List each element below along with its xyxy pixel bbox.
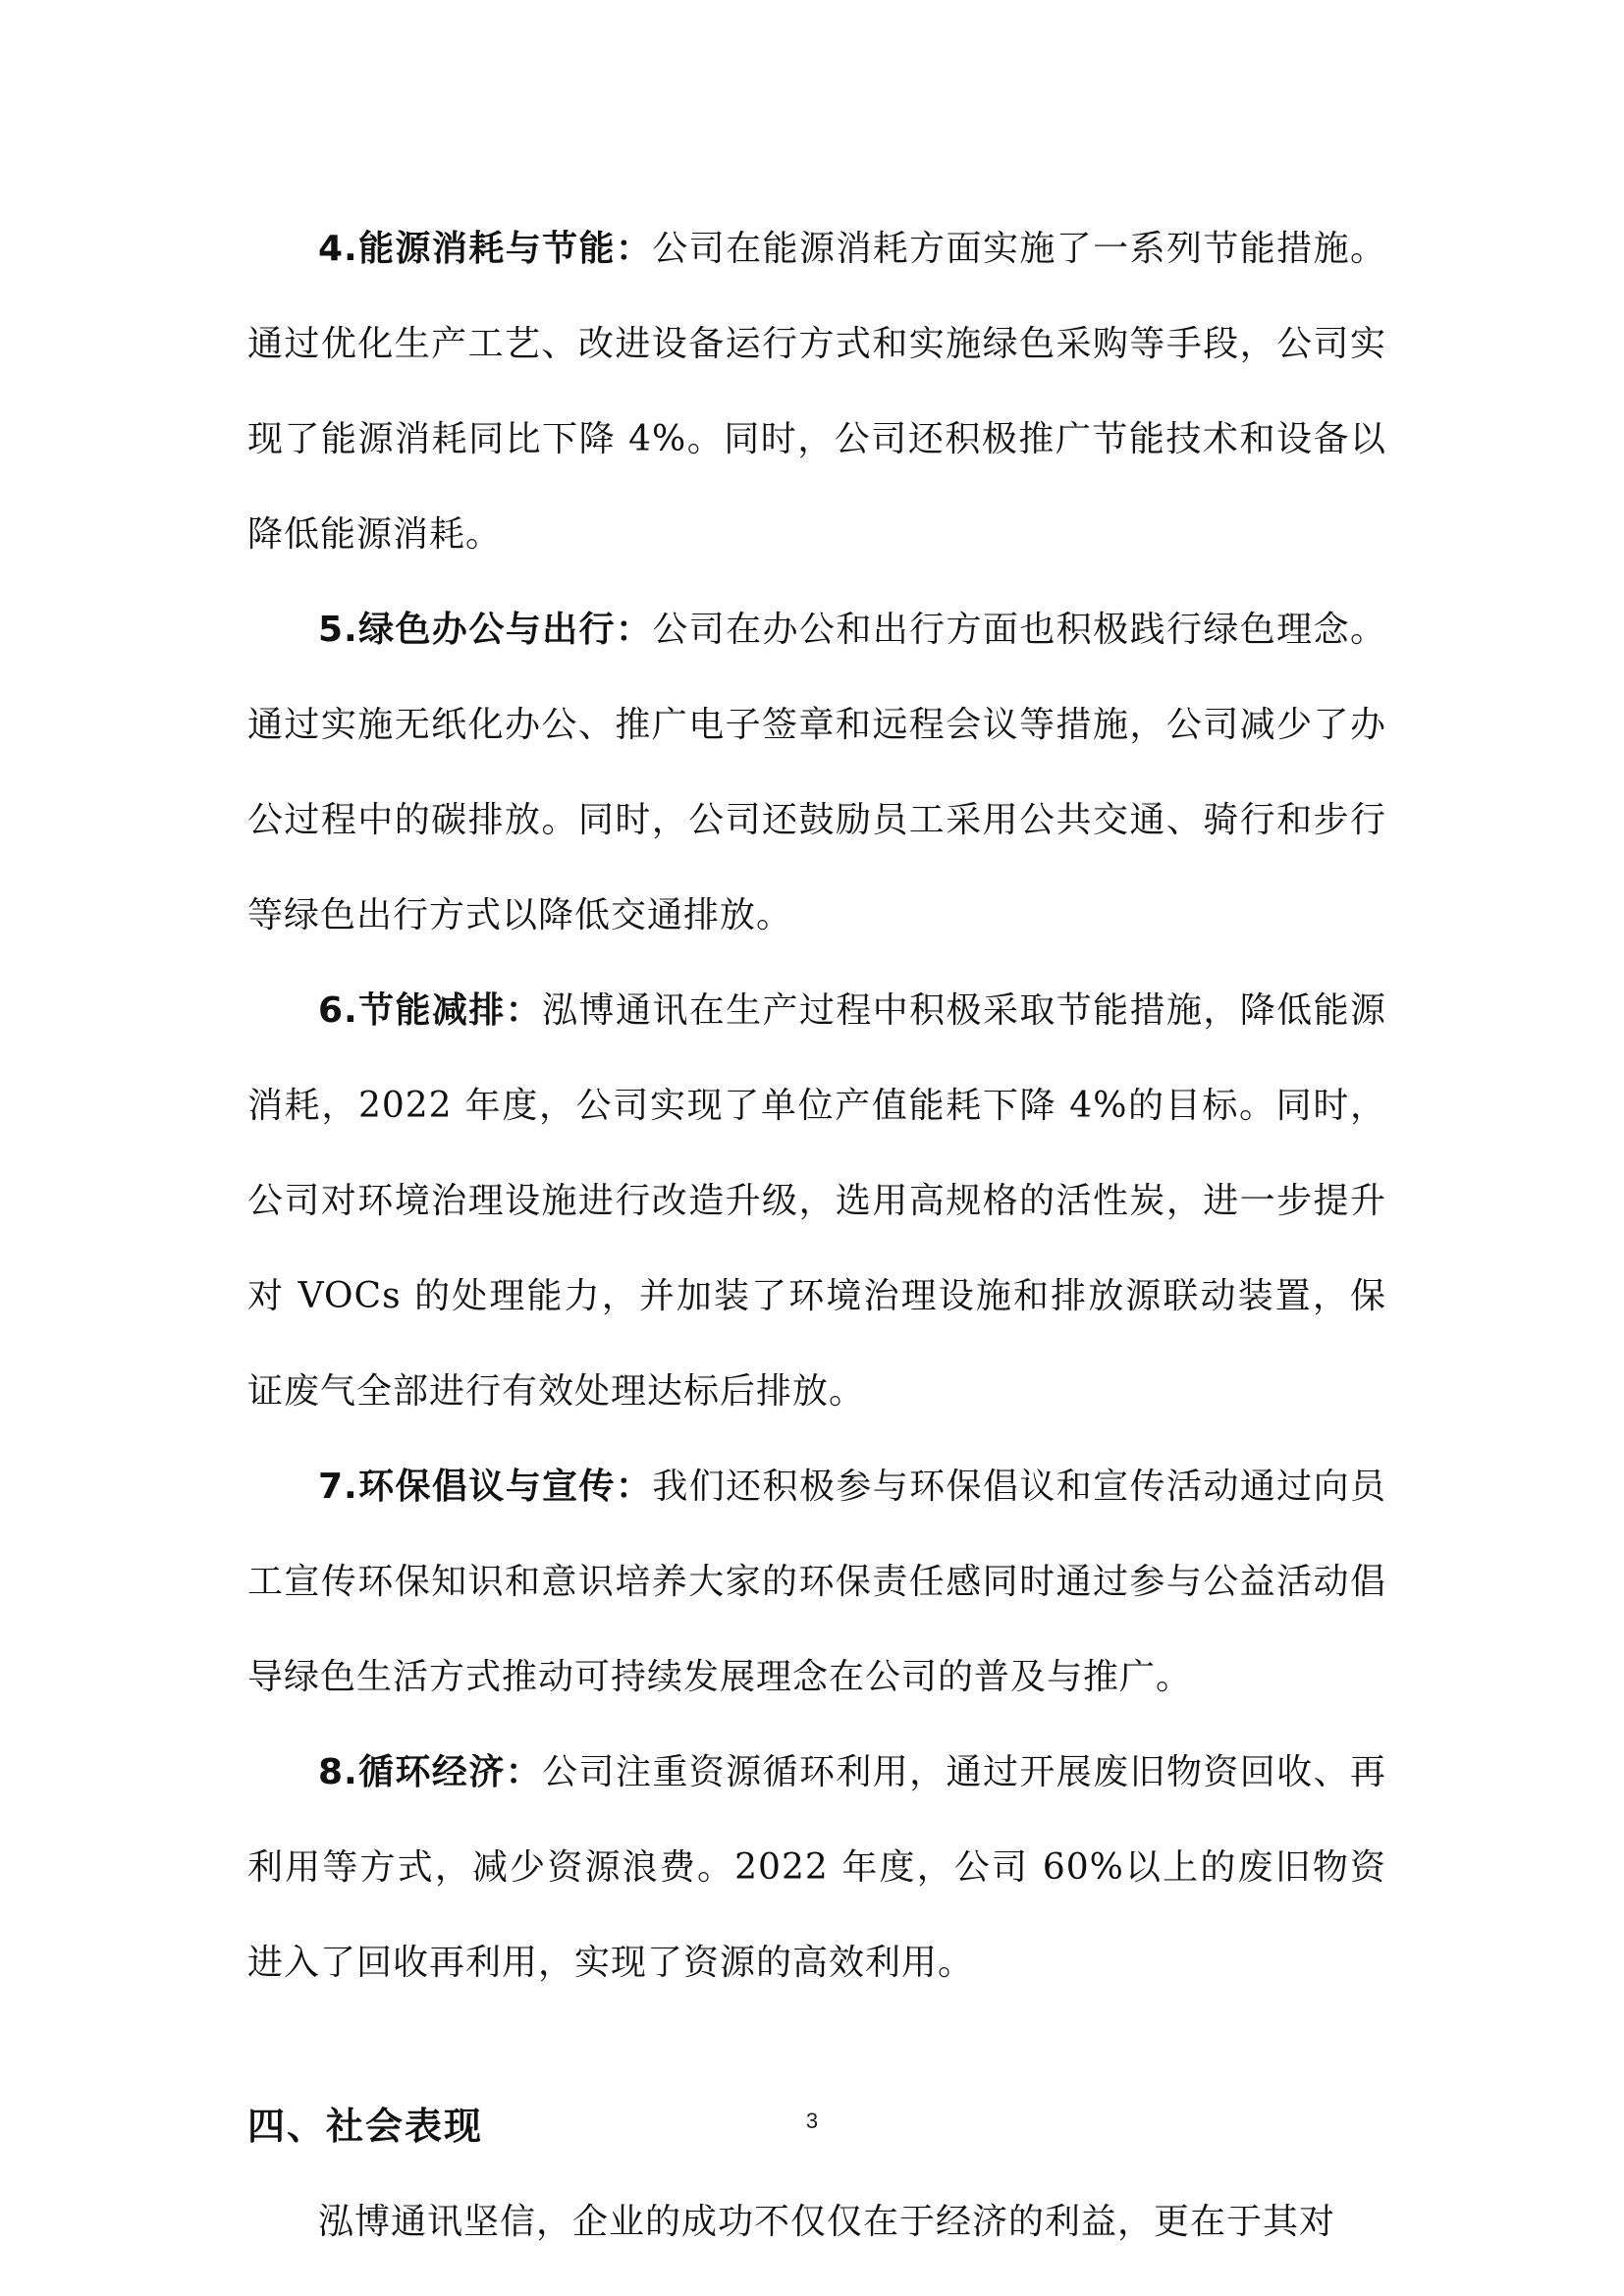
paragraph-text: 我们还积极参与环保倡议和宣传活动通过向员工宣传环保知识和意识培养大家的环保责任感同时通过参与公益活动倡导绿色生活方式推动可持续发展理念在公司的普及与推广。 — [247, 1467, 1386, 1697]
paragraph-heading: 4.能源消耗与节能： — [318, 229, 653, 269]
paragraph-green-office — [247, 582, 1386, 963]
paragraph-heading: 7.环保倡议与宣传： — [318, 1467, 653, 1507]
paragraph-emission-reduction — [247, 963, 1386, 1439]
page-body — [247, 201, 1386, 2269]
paragraph-heading: 6.节能减排： — [318, 990, 543, 1031]
paragraph-text: 公司注重资源循环利用，通过开展废旧物资回收、再利用等方式，减少资源浪费。2022 年度，公司 60%以上的废旧物资进入了回收再利用，实现了资源的高效利用。 — [247, 1752, 1386, 1983]
paragraph-text: 公司在办公和出行方面也积极践行绿色理念。通过实施无纸化办公、推广电子签章和远程会议等措施，公司减少了办公过程中的碳排放。同时，公司还鼓励员工采用公共交通、骑行和步行等绿色出行方式以降低交通排放。 — [247, 610, 1386, 935]
paragraph-heading: 5.绿色办公与出行： — [318, 610, 653, 650]
section-title: 四、社会表现 — [247, 2105, 484, 2148]
paragraph-heading: 8.循环经济： — [318, 1752, 543, 1792]
section-intro-paragraph: 泓博通讯坚信，企业的成功不仅仅在于经济的利益，更在于其对 — [318, 2202, 1336, 2242]
page-number: 3 — [805, 2109, 819, 2133]
paragraph-circular-economy — [247, 1725, 1386, 2010]
paragraph-environmental-advocacy — [247, 1439, 1386, 1725]
paragraph-text: 泓博通讯在生产过程中积极采取节能措施，降低能源消耗，2022 年度，公司实现了单位产值能耗下降 4%的目标。同时，公司对环境治理设施进行改造升级，选用高规格的活性炭，进一步提升对 VOCs 的处理能力，并加装了环境治理设施和排放源联动装置，保证废气全部进行有效处理达标后排放。 — [247, 990, 1386, 1412]
paragraph-text: 公司在能源消耗方面实施了一系列节能措施。通过优化生产工艺、改进设备运行方式和实施绿色采购等手段，公司实现了能源消耗同比下降 4%。同时，公司还积极推广节能技术和设备以降低能源消耗。 — [247, 229, 1386, 555]
paragraph-energy-saving — [247, 201, 1386, 582]
